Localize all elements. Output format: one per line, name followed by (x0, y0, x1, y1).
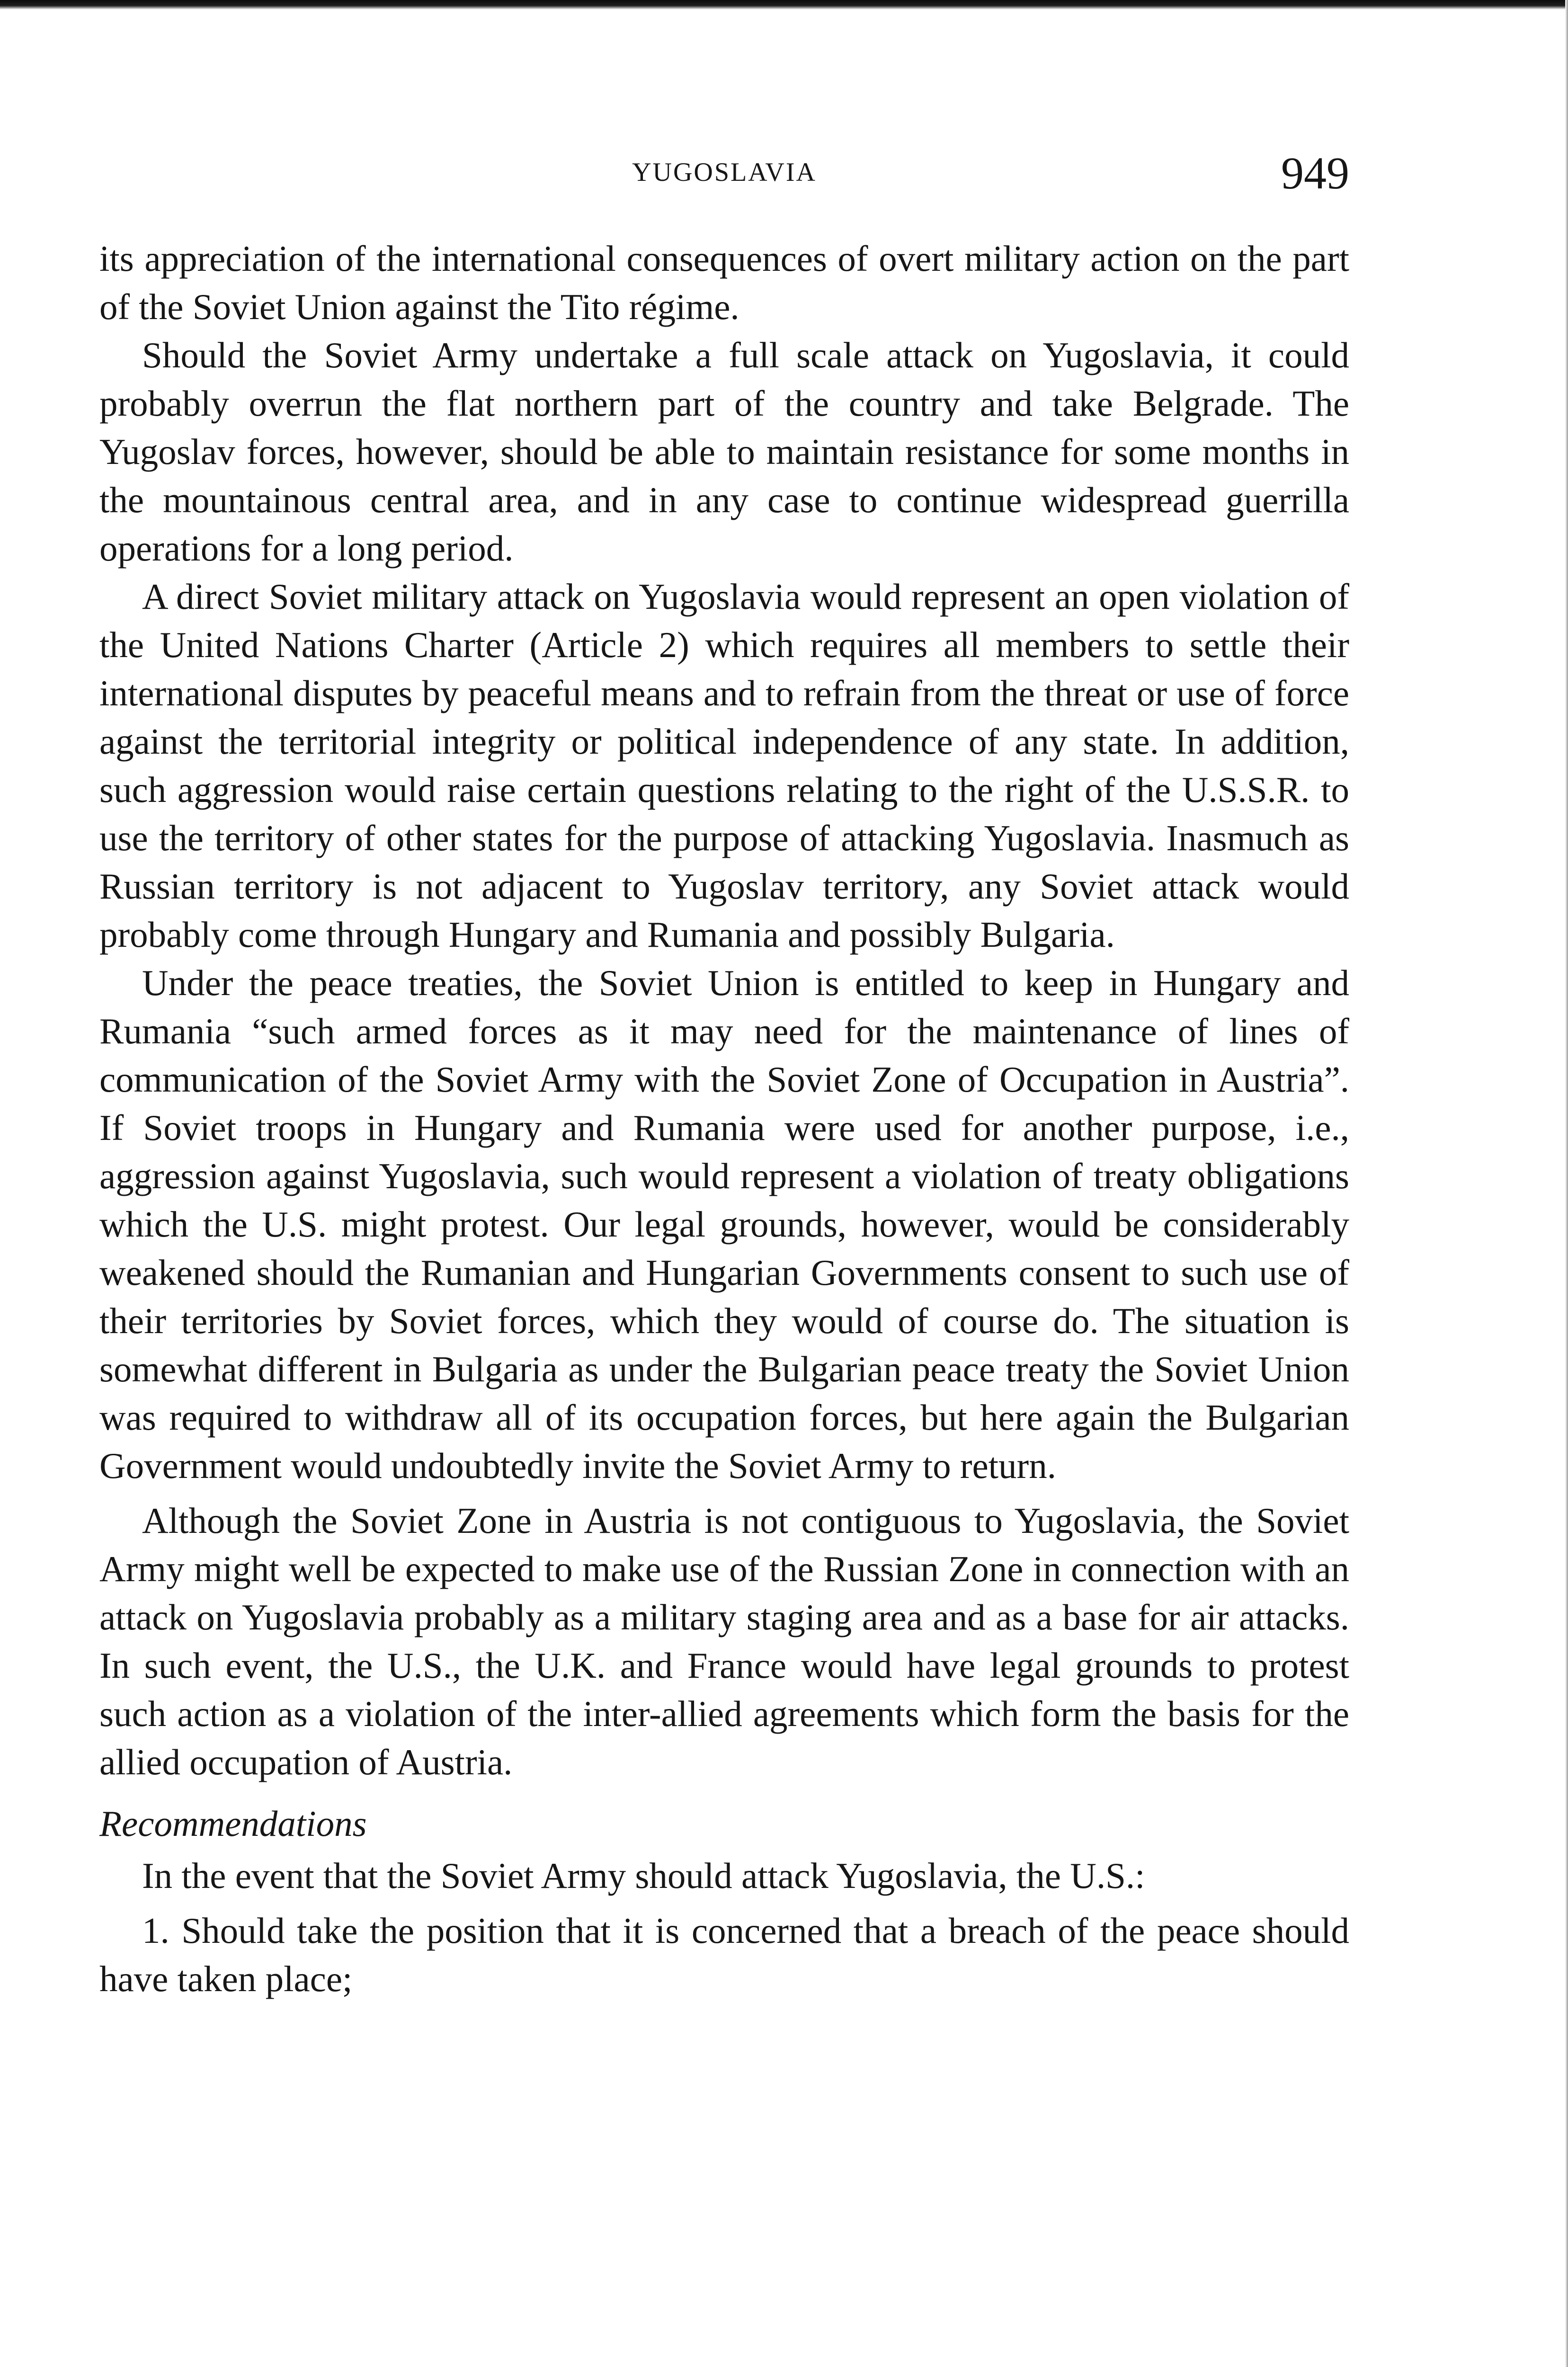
paragraph-un-charter: A direct Soviet military attack on Yugoslavia would represent an open violation of the United Nations Charter (Article 2) which requires all members to settle their international disputes by peaceful means and to refrain from the threat or use of force against the territorial integrity or political independence of any state. In addition, such aggression would raise certain questions relating to the right of the U.S.S.R. to use the territory of other states for the purpose of attacking Yugoslavia. Inasmuch as Russian territory is not adjacent to Yugoslav territory, any Soviet attack would probably come through Hungary and Rumania and possibly Bulgaria. (99, 576, 1349, 955)
paragraph-soviet-attack: Should the Soviet Army undertake a full scale attack on Yugoslavia, it could probably overrun the flat northern part of the country and take Belgrade. The Yugoslav forces, however, should be able to maintain resistance for some months in the mountainous central area, and in any case to continue widespread guerrilla operations for a long period. (99, 335, 1349, 569)
running-head: YUGOSLAVIA (632, 158, 817, 187)
paragraph-peace-treaties: Under the peace treaties, the Soviet Union is entitled to keep in Hungary and Rumania “such armed forces as it may need for the maintenance of lines of communication of the Soviet Army with the Soviet Zone of Occupation in Austria”. If Soviet troops in Hungary and Rumania were used for another purpose, i.e., aggression against Yugoslavia, such would represent a violation of treaty obligations which the U.S. might protest. Our legal grounds, however, would be considerably weakened should the Rumanian and Hungarian Governments consent to such use of their territories by Soviet forces, which they would of course do. The situation is somewhat different in Bulgaria as under the Bulgarian peace treaty the Soviet Union was required to withdraw all of its occupation forces, but here again the Bulgarian Government would undoubtedly invite the Soviet Army to return. (99, 962, 1349, 1486)
page-header (99, 148, 1349, 198)
paragraph-austria-zone: Although the Soviet Zone in Austria is not contiguous to Yugoslavia, the Soviet Army might well be expected to make use of the Russian Zone in connection with an attack on Yugoslavia probably as a military staging area and as a base for air attacks. In such event, the U.S., the U.K. and France would have legal grounds to protest such action as a violation of the inter-allied agreements which form the basis for the allied occupation of Austria. (99, 1500, 1349, 1782)
section-heading: Recommendations (99, 1803, 367, 1844)
page-top-edge (0, 0, 1568, 9)
recommendation-item: 1. Should take the position that it is concerned that a breach of the peace should have taken place; (99, 1910, 1349, 1999)
body-text (99, 234, 1349, 2003)
page-right-edge (1565, 0, 1568, 2367)
page-number: 949 (1281, 148, 1349, 198)
recommendations-intro: In the event that the Soviet Army should attack Yugoslavia, the U.S.: (142, 1855, 1145, 1896)
paragraph-continuation: its appreciation of the international consequences of overt military action on the part of the Soviet Union against the Tito régime. (99, 238, 1349, 327)
